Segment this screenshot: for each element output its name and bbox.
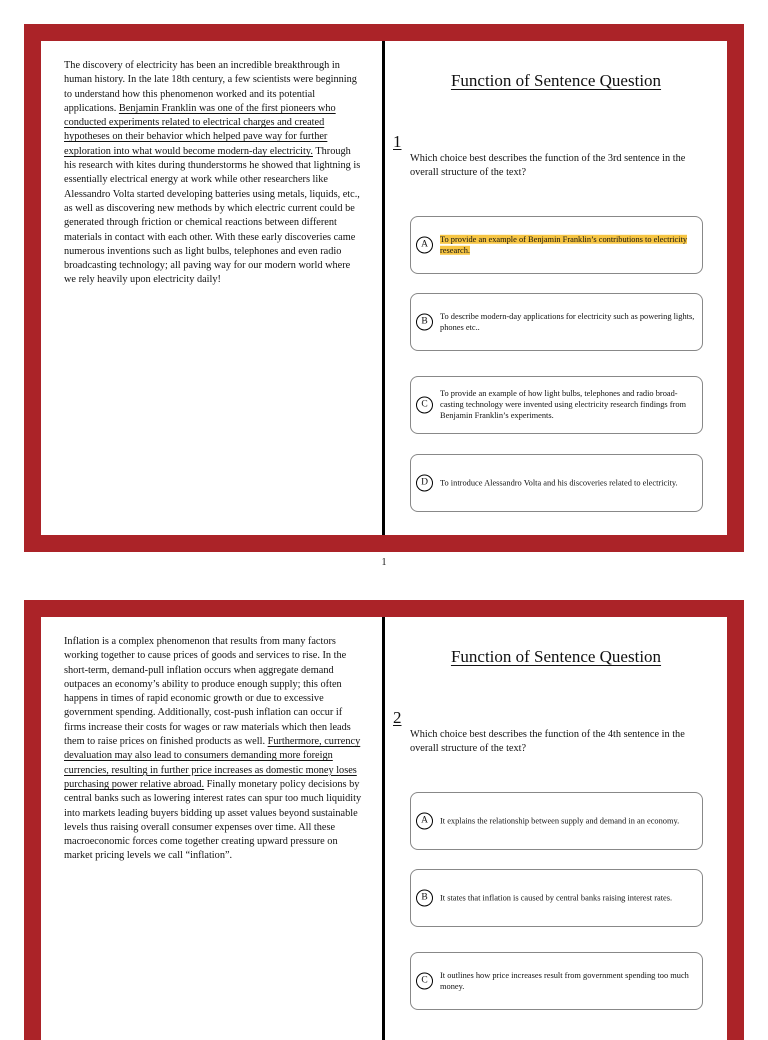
question-panel (385, 617, 727, 1040)
answer-option-c[interactable] (410, 376, 703, 434)
option-letter: D (416, 475, 433, 492)
passage-panel (41, 41, 382, 535)
highlighted-answer: To provide an example of Benjamin Franklin’s contributions to electricity research. (440, 234, 688, 255)
option-letter: C (416, 973, 433, 990)
answer-option-a[interactable] (410, 216, 703, 274)
option-text: To introduce Alessandro Volta and his discoveries related to electricity. (440, 478, 678, 488)
option-letter: A (416, 813, 433, 830)
question-number: 2 (393, 708, 402, 727)
answer-option-d[interactable] (410, 454, 703, 512)
option-text: It outlines how price increases result from government spending too much money. (440, 970, 689, 991)
answer-option-a[interactable] (410, 792, 703, 850)
option-text: To describe modern-day applications for electricity such as powering lights, phones etc.. (440, 311, 695, 332)
question-title: Function of Sentence Question (450, 71, 662, 90)
option-letter: B (416, 890, 433, 907)
question-panel (385, 41, 727, 535)
passage-panel (41, 617, 382, 1040)
passage-text: The discovery of electricity has been an incredible breakthrough in human history. In the late 18th century, a few scientists were beginning to understand how this phenomenon worked and its potential applications. Benjamin Franklin was one of the first pioneers who conducted experiments related to electrical charges and created hypotheses on their behavior which helped pave way for further exploration into what would become modern-day electricity. Through his research with kites during thunderstorms he showed that lightning is essentially electrical energy at work while other researchers like Alessandro Volta started developing batteries using metals, liquids, etc., as well as discovering new methods by which electric current could be generated through friction or chemical reactions between different materials in contact with each other. With these early discoveries came numerous inventions such as light bulbs, telephones and even radio broadcasting technology; all paving way for our modern world where we rely heavily upon electricity daily! (64, 60, 361, 286)
answer-option-b[interactable] (410, 869, 703, 927)
question-prompt: Which choice best describes the function of the 3rd sentence in the overall structure of the text? (410, 153, 686, 179)
option-text: It explains the relationship between supply and demand in an economy. (440, 816, 680, 826)
passage-text: Inflation is a complex phenomenon that results from many factors working together to cause prices of goods and services to rise. In the short-term, demand-pull inflation occurs when aggregate demand outpaces an economy’s ability to produce enough supply; this often happens in times of rapid economic growth or due to excessive government spending. Additionally, cost-push inflation can occur if firms increase their costs for wages or raw materials which then leads them to raise prices on finished products as well. Furthermore, currency devaluation may also lead to consumers demanding more foreign currencies, resulting in further price increases as domestic money loses purchasing power relative abroad. Finally monetary policy decisions by central banks such as lowering interest rates can spur too much liquidity into markets leading buyers bidding up asset values beyond sustainable levels thus raising overall consumer expenses over time. All these macroeconomic forces come together creating upward pressure on market pricing levels we call “inflation”. (64, 636, 362, 862)
question-number: 1 (393, 132, 402, 151)
option-letter: C (416, 397, 433, 414)
question-title: Function of Sentence Question (450, 647, 662, 666)
option-text (440, 234, 698, 256)
underlined-sentence: Furthermore, currency devaluation may also lead to consumers demanding more foreign currencies, resulting in further price increases as domestic money loses purchasing power relative abroad. (64, 736, 361, 790)
answer-option-b[interactable] (410, 293, 703, 351)
page-number: 1 (381, 557, 387, 568)
option-letter: A (416, 237, 433, 254)
question-prompt: Which choice best describes the function of the 4th sentence in the overall structure of the text? (410, 729, 685, 755)
worksheet-page-2 (24, 600, 744, 1040)
option-letter: B (416, 314, 433, 331)
option-text: To provide an example of how light bulbs, telephones and radio broad-casting technology were invented using electricity research findings from Benjamin Franklin’s experiments. (440, 389, 687, 421)
option-text: It states that inflation is caused by central banks raising interest rates. (440, 893, 673, 903)
answer-option-c[interactable] (410, 952, 703, 1010)
underlined-sentence: Benjamin Franklin was one of the first pioneers who conducted experiments related to electrical charges and created hypotheses on their behavior which helped pave way for further exploration into what would become modern-day electricity. (64, 102, 336, 157)
worksheet-page-1 (24, 24, 744, 552)
